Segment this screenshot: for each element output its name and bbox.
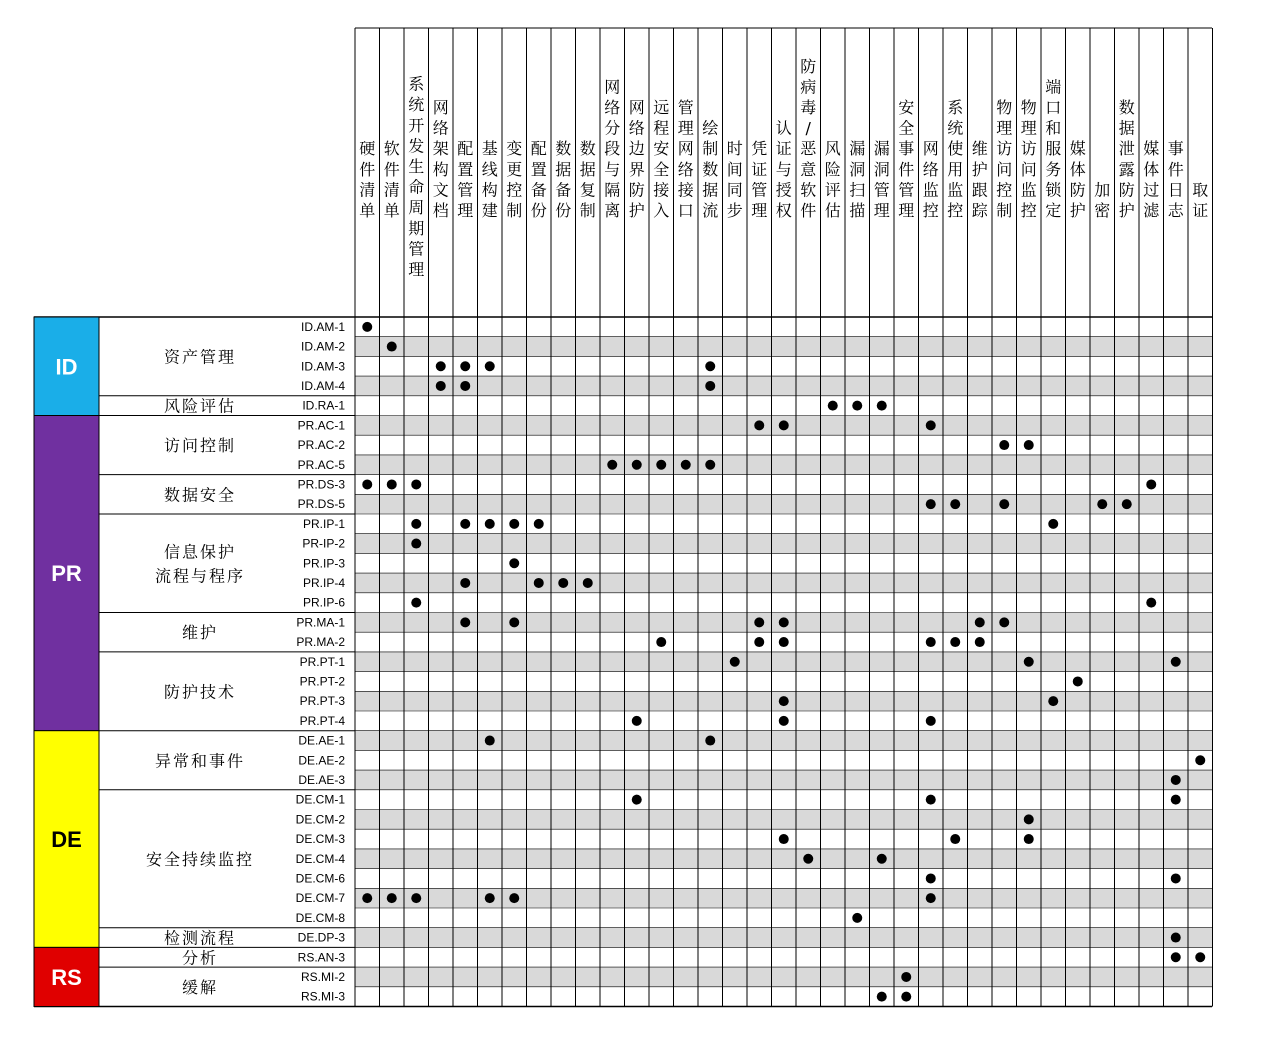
mapping-dot [901,992,911,1002]
mapping-dot [485,736,495,746]
column-header: 安全事件管理 [898,98,915,220]
mapping-dot [411,539,421,549]
mapping-dot [681,460,691,470]
mapping-dot [754,637,764,647]
column-header: 数据泄露防护 [1118,98,1135,220]
subcategory-id: PR.IP-6 [302,595,345,610]
mapping-dot [975,617,985,627]
mapping-dot [1171,952,1181,962]
mapping-dot [460,519,470,529]
category-label: 访问控制 [163,436,237,456]
column-header: 网络分段与隔离 [604,77,621,220]
mapping-dot [607,460,617,470]
mapping-dot [950,834,960,844]
column-header: 配置备份 [530,139,547,220]
mapping-dot [1122,499,1132,509]
mapping-dot [509,617,519,627]
column-header: 风险评估 [824,139,841,220]
mapping-dot [999,440,1009,450]
mapping-dot [779,696,789,706]
subcategory-id: PR.DS-5 [297,497,345,512]
mapping-dot [852,913,862,923]
row-shading [355,337,1212,357]
function-label: ID [55,354,78,380]
mapping-dot [1024,657,1034,667]
subcategory-id: ID.AM-2 [300,339,345,354]
mapping-dot [852,401,862,411]
mapping-dot [656,637,666,647]
mapping-dot [779,420,789,430]
mapping-dot [926,873,936,883]
column-header: 物理访问控制 [996,98,1013,220]
subcategory-id: ID.RA-1 [302,398,345,413]
row-shading [355,888,1212,908]
subcategory-id: PR.AC-2 [297,438,345,453]
mapping-dot [754,420,764,430]
mapping-dot [877,992,887,1002]
column-header: 数据复制 [579,139,596,220]
column-header: 管理网络接口 [677,98,694,220]
subcategory-id: DE.CM-8 [295,910,345,925]
subcategory-id: PR.AC-5 [297,457,345,472]
category-label: 安全持续监控 [145,849,255,869]
mapping-dot [1024,440,1034,450]
column-header: 绘制数据流 [702,118,719,220]
mapping-dot [362,322,372,332]
column-header: 网络边界防护 [628,98,645,220]
subcategory-id: RS.AN-3 [297,950,345,965]
column-header: 系统使用监控 [947,98,964,220]
row-shading [355,928,1212,948]
mapping-dot [387,893,397,903]
mapping-dot [1146,479,1156,489]
category-label: 维护 [181,623,219,643]
column-header: 加密 [1094,180,1111,220]
category-label: 资产管理 [163,347,237,367]
mapping-dot [1073,676,1083,686]
column-header: 漏洞管理 [873,139,890,220]
mapping-dot [999,617,1009,627]
row-shading [355,494,1212,514]
mapping-dot [705,460,715,470]
function-label: PR [51,561,82,587]
function-label: RS [51,964,82,990]
category-label: 防护技术 [163,682,237,702]
subcategory-id: RS.MI-2 [300,969,345,984]
mapping-dot [411,893,421,903]
category-label: 异常和事件 [154,751,246,771]
mapping-dot [1048,696,1058,706]
mapping-dot [411,479,421,489]
mapping-dot [1171,775,1181,785]
mapping-dot [779,834,789,844]
mapping-dot [730,657,740,667]
category-label: 检测流程 [163,928,237,948]
mapping-dot [1097,499,1107,509]
mapping-dot [1146,598,1156,608]
mapping-dot [1024,814,1034,824]
mapping-dot [779,716,789,726]
mapping-dot [1195,755,1205,765]
row-shading [355,652,1212,672]
mapping-dot [485,519,495,529]
mapping-dot [485,361,495,371]
column-header: 端口和服务锁定 [1045,77,1062,220]
row-shading [355,534,1212,554]
subcategory-id: ID.AM-4 [300,378,345,393]
mapping-dot [362,479,372,489]
subcategory-id: PR.PT-3 [299,694,345,709]
mapping-dot [534,578,544,588]
mapping-dot [436,381,446,391]
subcategory-id: DE.AE-3 [298,772,345,787]
mapping-dot [877,854,887,864]
mapping-dot [999,499,1009,509]
mapping-dot [975,637,985,647]
mapping-dot [779,637,789,647]
mapping-dot [1048,519,1058,529]
row-shading [355,455,1212,475]
mapping-dot [362,893,372,903]
mapping-dot [460,381,470,391]
mapping-dot [779,617,789,627]
column-header: 防病毒/恶意软件 [800,56,817,220]
mapping-dot [926,637,936,647]
mapping-dot [950,499,960,509]
subcategory-id: ID.AM-1 [300,319,345,334]
mapping-dot [460,578,470,588]
subcategory-id: DE.CM-3 [295,832,345,847]
mapping-dot [534,519,544,529]
subcategory-id: DE.DP-3 [297,930,345,945]
mapping-dot [901,972,911,982]
subcategory-id: PR.MA-1 [296,615,345,630]
mapping-dot [1171,873,1181,883]
mapping-dot [460,617,470,627]
category-label: 数据安全 [163,485,237,505]
mapping-dot [926,499,936,509]
row-shading [355,376,1212,396]
column-header: 硬件清单 [359,139,376,220]
subcategory-id: DE.CM-2 [295,812,345,827]
mapping-dot [485,893,495,903]
subcategory-id: DE.AE-1 [298,733,345,748]
row-shading [355,573,1212,593]
column-header: 配置管理 [457,139,474,220]
mapping-dot [754,617,764,627]
column-header: 凭证管理 [751,139,768,220]
column-header: 媒体防护 [1069,139,1086,220]
mapping-dot [1024,834,1034,844]
mapping-dot [926,893,936,903]
column-header: 系统开发生命周期管理 [408,74,425,279]
mapping-dot [803,854,813,864]
column-header: 网络架构文档 [432,98,449,220]
column-header: 时间同步 [726,139,743,220]
row-shading [355,967,1212,987]
row-shading [355,849,1212,869]
mapping-dot [877,401,887,411]
mapping-dot [950,637,960,647]
mapping-dot [632,716,642,726]
mapping-dot [1171,657,1181,667]
subcategory-id: PR.IP-1 [302,516,345,531]
subcategory-id: PR.DS-3 [297,477,345,492]
mapping-dot [509,558,519,568]
mapping-dot [509,893,519,903]
subcategory-id: PR.IP-4 [302,575,345,590]
column-header: 远程安全接入 [653,98,670,220]
subcategory-id: ID.AM-3 [300,359,345,374]
subcategory-id: PR.PT-4 [299,713,345,728]
category-label: 缓解 [181,977,219,997]
column-header: 事件日志 [1167,139,1184,220]
column-header: 取证 [1192,180,1209,220]
mapping-dot [411,519,421,529]
subcategory-id: PR.PT-1 [299,654,345,669]
mapping-dot [632,460,642,470]
column-header: 漏洞扫描 [849,139,866,220]
mapping-dot [460,361,470,371]
column-header: 物理访问监控 [1020,98,1037,220]
subcategory-id: DE.CM-6 [295,871,345,886]
mapping-dot [705,361,715,371]
mapping-dot [705,381,715,391]
mapping-dot [558,578,568,588]
mapping-dot [926,420,936,430]
row-shading [355,770,1212,790]
column-header: 基线构建 [481,139,498,220]
mapping-dot [828,401,838,411]
mapping-dot [656,460,666,470]
mapping-dot [387,479,397,489]
column-header: 认证与授权 [775,118,792,220]
column-header: 维护跟踪 [971,139,988,220]
column-header: 变更控制 [506,139,523,220]
column-header: 网络监控 [922,139,939,220]
subcategory-id: PR.MA-2 [296,635,345,650]
column-header: 数据备份 [555,139,572,220]
function-label: DE [51,827,82,853]
mapping-dot [411,598,421,608]
subcategory-id: DE.AE-2 [298,753,345,768]
subcategory-id: DE.CM-4 [295,851,345,866]
mapping-dot [436,361,446,371]
subcategory-id: DE.CM-7 [295,891,345,906]
mapping-dot [1195,952,1205,962]
subcategory-id: DE.CM-1 [295,792,345,807]
row-shading [355,731,1212,751]
subcategory-id: PR.PT-2 [299,674,345,689]
category-label: 信息保护 [163,542,237,562]
mapping-dot [632,795,642,805]
mapping-dot [387,342,397,352]
subcategory-id: RS.MI-3 [300,989,345,1004]
row-shading [355,810,1212,830]
category-label: 分析 [181,948,219,968]
mapping-dot [509,519,519,529]
subcategory-id: PR.AC-1 [297,418,345,433]
mapping-dot [926,795,936,805]
mapping-dot [583,578,593,588]
mapping-dot [1171,933,1181,943]
mapping-dot [1171,795,1181,805]
column-header: 媒体过滤 [1143,139,1160,220]
mapping-dot [705,736,715,746]
category-label: 流程与程序 [154,566,246,586]
category-label: 风险评估 [163,396,237,416]
subcategory-id: PR-IP-2 [302,536,345,551]
column-header: 软件清单 [383,139,400,220]
mapping-dot [926,716,936,726]
subcategory-id: PR.IP-3 [302,556,345,571]
